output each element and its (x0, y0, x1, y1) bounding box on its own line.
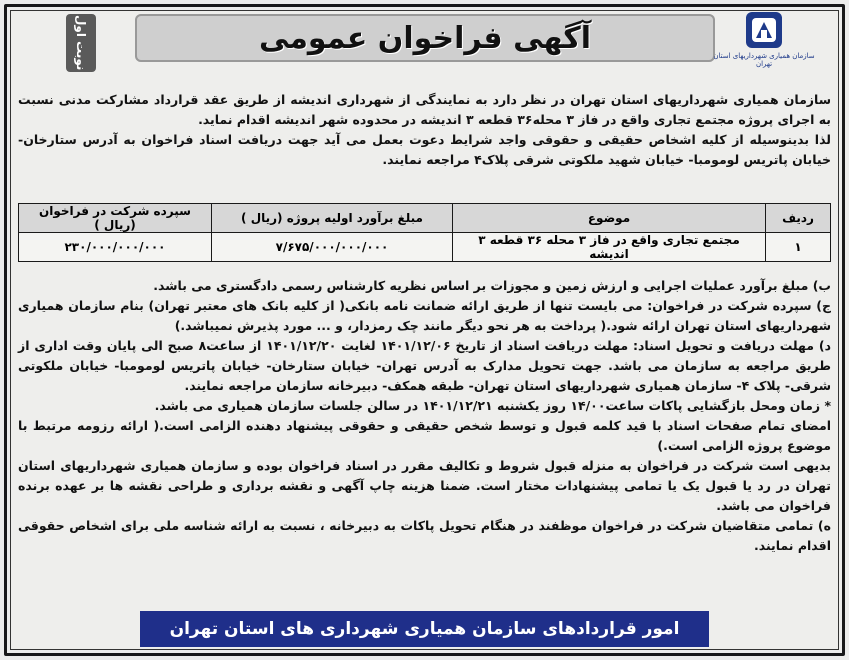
title-banner (135, 14, 715, 62)
clause-paragraph: * زمان ومحل بازگشایی پاکات ساعت۱۴/۰۰ روز یکشنبه ۱۴۰۱/۱۲/۲۱ در سالن جلسات سازمان همیاری می باشد. (154, 398, 831, 413)
clause-paragraph: ج) سپرده شرکت در فراخوان: می بایست تنها از طریق ارائه ضمانت نامه بانکی( از کلیه بانک های معتبر تهران) بنام سازمان همیاری شهرداریهای استان تهران ارائه شود.( پرداخت به هر نحو دیگر مانند چک رمزدار، و ... مورد پذیرش نمیباشد.) (18, 298, 831, 333)
table-cell: ۱ (766, 233, 831, 262)
clause-paragraph: ه) تمامی متقاضیان شرکت در فراخوان موظفند در هنگام تحویل پاکات به دبیرخانه ، نسبت به ارائه شناسه ملی برای اشخاص حقوقی اقدام نمایند. (18, 518, 831, 553)
project-table (18, 203, 831, 262)
intro-paragraph: سازمان همیاری شهرداریهای استان تهران در نظر دارد به نمایندگی از شهرداری اندیشه از طریق عقد قرارداد مشارکت مدنی نسبت به اجرای پروژه مجتمع تجاری واقع در فاز ۳ محله۳۶ قطعه ۳ اندیشه در محدوده شهر اندیشه اقدام نماید. (18, 92, 831, 127)
footer-banner (140, 611, 709, 647)
logo-caption: سازمان همیاری شهرداریهای استان تهران (713, 52, 815, 69)
footer-text: امور قراردادهای سازمان همیاری شهرداری های استان تهران (169, 619, 680, 639)
intro-section (18, 90, 831, 170)
clause-paragraph: امضای تمام صفحات اسناد با قید کلمه قبول و توسط شخص حقیقی و حقوقی پیشنهاد دهنده الزامی است.( ارائه رزومه مرتبط با موضوع پروژه الزامی است.) (18, 418, 831, 453)
round-tag-label: نوبت اول (74, 15, 88, 71)
page-title: آگهی فراخوان عمومی (258, 20, 592, 56)
table-cell: ۷/۶۷۵/۰۰۰/۰۰۰/۰۰۰ (212, 233, 453, 262)
intro-paragraph: لذا بدینوسیله از کلیه اشخاص حقیقی و حقوقی واجد شرایط دعوت بعمل می آید جهت دریافت اسناد فراخوان به آدرس ستارخان- خیابان پاتریس لومومبا- خیابان شهید ملکوتی شرقی پلاک۴ مراجعه نمایند. (18, 132, 831, 167)
clause-paragraph: ب) مبلغ برآورد عملیات اجرایی و ارزش زمین و مجوزات بر اساس نظریه کارشناس رسمی دادگستری می باشد. (153, 278, 831, 293)
clauses-section (18, 276, 831, 556)
table-header-row (19, 204, 831, 233)
table-cell: مجتمع تجاری واقع در فاز ۳ محله ۳۶ قطعه ۳ اندیشه (453, 233, 766, 262)
column-header: ردیف (766, 204, 831, 233)
round-tag (66, 14, 96, 72)
table-cell: ۲۳۰/۰۰۰/۰۰۰/۰۰۰ (19, 233, 212, 262)
clause-paragraph: د) مهلت دریافت و تحویل اسناد: مهلت دریافت اسناد از تاریخ ۱۴۰۱/۱۲/۰۶ لغایت ۱۴۰۱/۱۲/۲۰ از ساعت۸ صبح الی پایان وقت اداری از طریق مراجعه به سازمان می باشد. جهت تحویل مدارک به آدرس تهران- خیابان ستارخان- خیابان پاتریس لومومبا- خیابان ملکوتی شرقی- پلاک ۴- سازمان همیاری شهرداریهای استان تهران- طبقه همکف- دبیرخانه سازمان مراجعه نمایند. (18, 338, 831, 393)
column-header: مبلغ برآورد اولیه پروژه (ریال ) (212, 204, 453, 233)
table-row (19, 233, 831, 262)
clause-paragraph: بدیهی است شرکت در فراخوان به منزله قبول شروط و تکالیف مقرر در اسناد فراخوان بوده و سازمان همیاری شهرداریهای استان تهران در رد یا قبول یک یا تمامی پیشنهادات مختار است. ضمنا هزینه چاپ آگهی و نقشه برداری و طراحی نقشه ها بر عهده برنده فراخوان می باشد. (18, 458, 831, 513)
column-header: سپرده شرکت در فراخوان (ریال ) (19, 204, 212, 233)
logo-icon (744, 10, 784, 50)
column-header: موضوع (453, 204, 766, 233)
organization-logo (709, 10, 819, 88)
